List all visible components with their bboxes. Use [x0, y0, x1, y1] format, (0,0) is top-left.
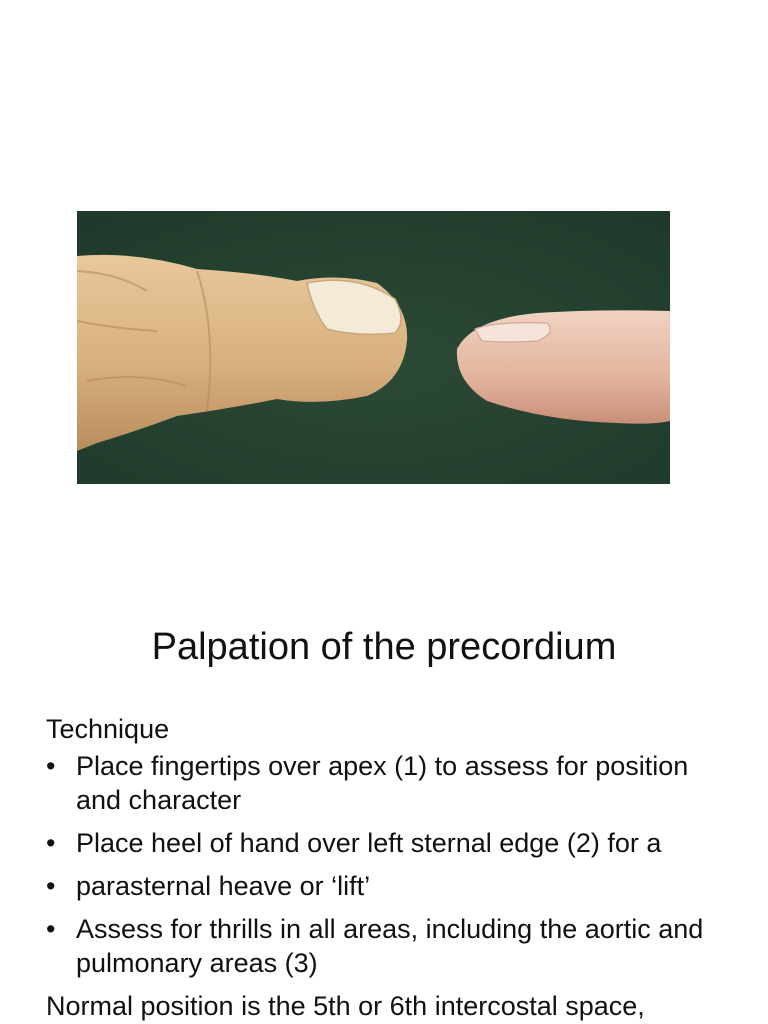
bullet-icon: •: [46, 751, 56, 781]
slide-title: Palpation of the precordium: [151, 626, 617, 668]
bullet-list: [46, 749, 736, 980]
bullet-text: parasternal heave or ‘lift’: [76, 871, 371, 901]
bullet-icon: •: [46, 871, 56, 901]
closing-text: Normal position is the 5th or 6th intercostal space,: [46, 991, 645, 1021]
bullet-item: [46, 912, 736, 980]
fingertips-photo: [77, 211, 670, 484]
bullet-item: [46, 869, 736, 903]
bullet-icon: •: [46, 914, 56, 944]
section-label: Technique: [46, 714, 170, 744]
bullet-item: [46, 826, 736, 860]
bullet-text: Assess for thrills in all areas, including the aortic and pulmonary areas (3): [76, 914, 704, 978]
slide-body: [46, 712, 736, 1023]
bullet-text: Place fingertips over apex (1) to assess for position and character: [76, 751, 689, 815]
bullet-item: [46, 749, 736, 817]
bullet-text: Place heel of hand over left sternal edge (2) for a: [76, 828, 662, 858]
bullet-icon: •: [46, 828, 56, 858]
